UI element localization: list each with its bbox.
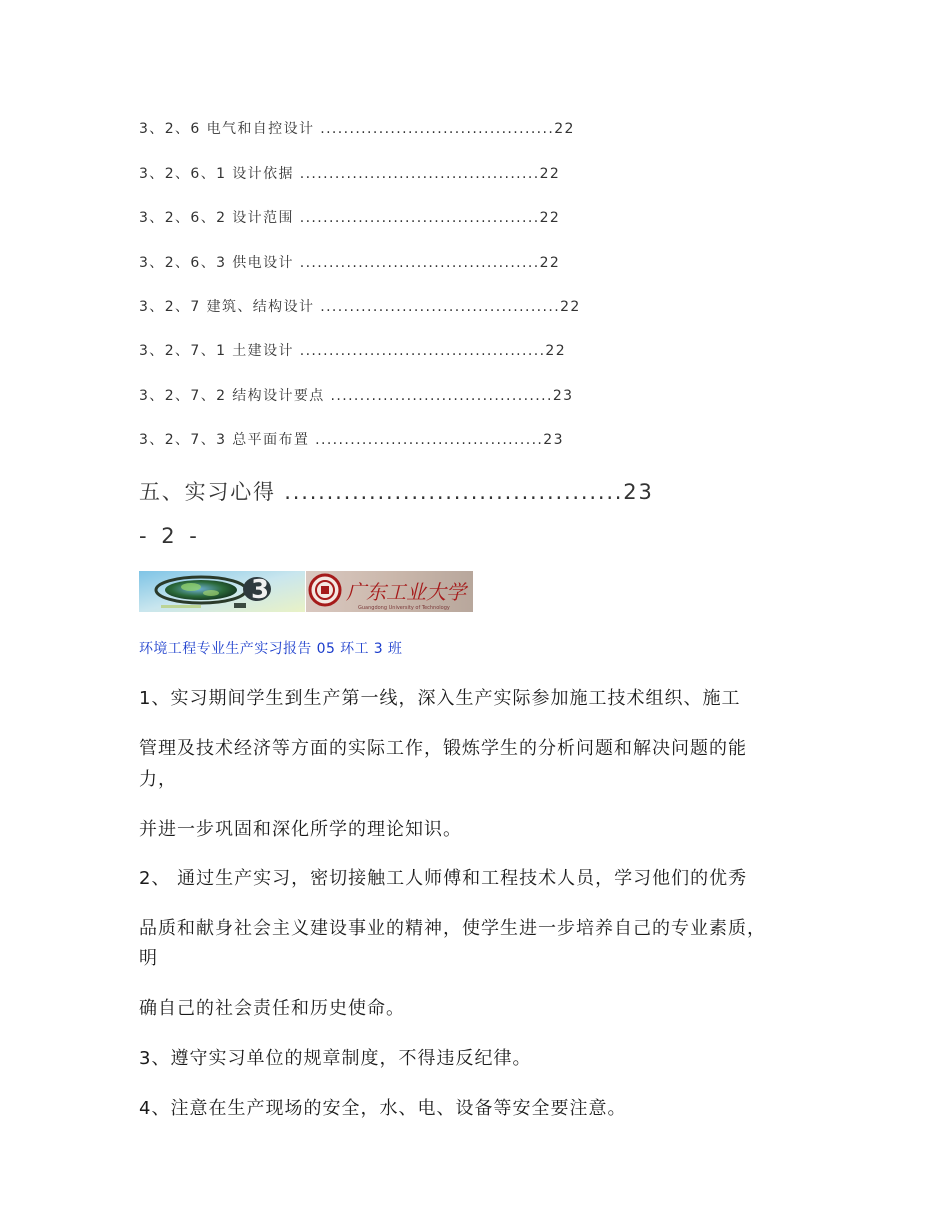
toc-entry-3-2-7-1[interactable]: 3、2、7、1 土建设计 ..........................................22 bbox=[139, 343, 567, 359]
toc-entry-3-2-6-3[interactable]: 3、2、6、3 供电设计 .........................................22 bbox=[139, 255, 561, 271]
toc-entry-3-2-6-1[interactable]: 3、2、6、1 设计依据 .........................................22 bbox=[139, 166, 561, 182]
toc-entry-section-5[interactable]: 五、实习心得 ........................................23 bbox=[139, 480, 654, 504]
page-number: - 2 - bbox=[139, 524, 201, 548]
toc-entry-3-2-7-3[interactable]: 3、2、7、3 总平面布置 .......................................23 bbox=[139, 432, 564, 448]
body-line-5: 2、 通过生产实习，密切接触工人师傅和工程技术人员，学习他们的优秀 bbox=[139, 868, 748, 889]
body-line-6: 品质和献身社会主义建设事业的精神，使学生进一步培养自己的专业素质， bbox=[139, 918, 766, 939]
svg-text:3: 3 bbox=[251, 575, 270, 605]
toc-entry-3-2-7-2[interactable]: 3、2、7、2 结构设计要点 ......................................23 bbox=[139, 388, 574, 404]
svg-text:Guangdong University of Techno: Guangdong University of Technology bbox=[358, 605, 450, 611]
report-title-link[interactable]: 环境工程专业生产实习报告 05 环工 3 班 bbox=[139, 641, 403, 657]
svg-text:广东工业大学: 广东工业大学 bbox=[346, 580, 466, 604]
body-line-2: 管理及技术经济等方面的实际工作，锻炼学生的分析问题和解决问题的能 bbox=[139, 738, 747, 759]
env-logo-graphic bbox=[139, 571, 305, 612]
gdut-logo-graphic bbox=[306, 571, 473, 612]
gdut-university-logo bbox=[306, 571, 473, 612]
body-line-9: 3、遵守实习单位的规章制度，不得违反纪律。 bbox=[139, 1048, 532, 1069]
body-line-3: 力， bbox=[139, 769, 177, 790]
body-line-10: 4、注意在生产现场的安全，水、电、设备等安全要注意。 bbox=[139, 1098, 627, 1119]
body-line-4: 并进一步巩固和深化所学的理论知识。 bbox=[139, 819, 462, 840]
body-line-7: 明 bbox=[139, 948, 158, 969]
toc-entry-3-2-6-2[interactable]: 3、2、6、2 设计范围 .........................................22 bbox=[139, 210, 561, 226]
body-line-1: 1、实习期间学生到生产第一线，深入生产实际参加施工技术组织、施工 bbox=[139, 688, 741, 709]
toc-entry-3-2-6[interactable]: 3、2、6 电气和自控设计 ........................................22 bbox=[139, 121, 575, 137]
env-engineering-logo bbox=[139, 571, 305, 612]
toc-entry-3-2-7[interactable]: 3、2、7 建筑、结构设计 .........................................22 bbox=[139, 299, 581, 315]
body-line-8: 确自己的社会责任和历史使命。 bbox=[139, 998, 405, 1019]
